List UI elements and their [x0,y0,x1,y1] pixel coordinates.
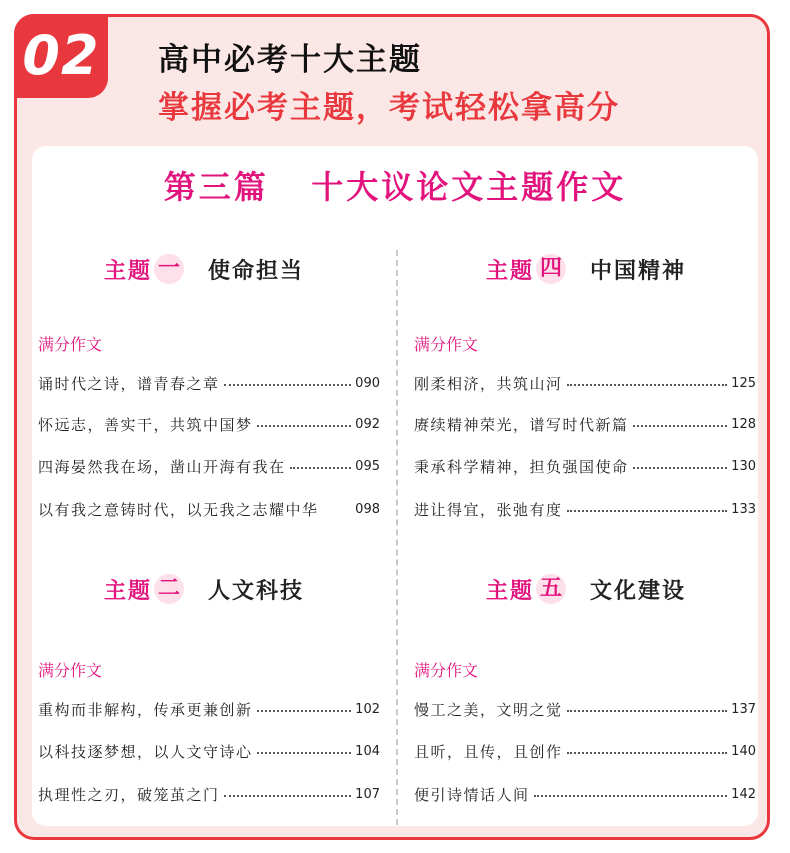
part-title: 第三篇 十大议论文主题作文 [163,168,627,206]
column-divider [396,250,398,825]
toc-entry[interactable] [38,453,380,479]
toc-entry[interactable] [38,370,380,396]
toc-entry[interactable] [414,496,756,522]
toc-entry[interactable] [38,781,380,807]
entry-page: 137 [731,701,756,717]
section-label: 满分作文 [414,661,479,680]
toc-entry[interactable] [414,453,756,479]
entry-title: 诵时代之诗，谱青春之章 [38,374,220,393]
toc-entry[interactable] [38,496,380,522]
theme-name: 中国精神 [590,258,687,284]
leader-dots [257,710,352,712]
entry-title: 且听，且传，且创作 [414,742,563,761]
leader-dots [224,795,352,797]
theme-name: 使命担当 [208,258,305,284]
theme-number: 五 [536,574,566,604]
entry-page: 095 [355,458,380,474]
theme-prefix: 主题 [486,258,535,284]
theme-heading-4 [486,253,686,285]
entry-title: 以有我之意铸时代，以无我之志耀中华 [38,500,319,519]
entry-title: 四海晏然我在场，凿山开海有我在 [38,457,286,476]
toc-entry[interactable] [38,696,380,722]
section-label: 满分作文 [38,661,103,680]
leader-dots [567,710,728,712]
entry-title: 刚柔相济，共筑山河 [414,374,563,393]
entry-page: 133 [731,501,756,517]
theme-number: 二 [154,574,184,604]
toc-entry[interactable] [414,411,756,437]
toc-entry[interactable] [414,781,756,807]
entry-title: 进让得宜，张弛有度 [414,500,563,519]
entry-title: 以科技逐梦想，以人文守诗心 [38,742,253,761]
theme-number: 四 [536,254,566,284]
entry-page: 102 [355,701,380,717]
header-title: 高中必考十大主题 [158,42,422,78]
entry-page: 104 [355,743,380,759]
toc-entry[interactable] [38,738,380,764]
leader-dots [567,384,728,386]
leader-dots [633,425,728,427]
leader-dots [567,752,728,754]
theme-prefix: 主题 [104,258,153,284]
theme-prefix: 主题 [486,578,535,604]
entry-page: 128 [731,416,756,432]
entry-page: 140 [731,743,756,759]
entry-title: 执理性之刃，破笼茧之门 [38,785,220,804]
theme-heading-5 [486,573,686,605]
leader-dots [534,795,728,797]
leader-dots [567,510,728,512]
entry-page: 130 [731,458,756,474]
toc-entry[interactable] [414,370,756,396]
entry-page: 092 [355,416,380,432]
leader-dots [290,467,352,469]
entry-title: 重构而非解构，传承更兼创新 [38,700,253,719]
entry-title: 便引诗情话人间 [414,785,530,804]
leader-dots [633,467,728,469]
theme-name: 文化建设 [590,578,687,604]
toc-entry[interactable] [38,411,380,437]
section-label: 满分作文 [414,335,479,354]
entry-page: 098 [355,501,380,517]
section-number-badge: 02 [14,14,108,98]
entry-title: 慢工之美，文明之觉 [414,700,563,719]
toc-entry[interactable] [414,696,756,722]
entry-title: 秉承科学精神，担负强国使命 [414,457,629,476]
entry-page: 142 [731,786,756,802]
theme-number: 一 [154,254,184,284]
contents-panel [32,146,758,826]
leader-dots [257,425,352,427]
leader-dots [224,384,352,386]
theme-prefix: 主题 [104,578,153,604]
entry-page: 090 [355,375,380,391]
section-label: 满分作文 [38,335,103,354]
entry-page: 107 [355,786,380,802]
theme-name: 人文科技 [208,578,305,604]
entry-title: 赓续精神荣光，谱写时代新篇 [414,415,629,434]
theme-heading-1 [104,253,304,285]
toc-entry[interactable] [414,738,756,764]
entry-title: 怀远志，善实干，共筑中国梦 [38,415,253,434]
theme-heading-2 [104,573,304,605]
header-subtitle: 掌握必考主题，考试轻松拿高分 [158,90,620,126]
leader-dots [257,752,352,754]
entry-page: 125 [731,375,756,391]
